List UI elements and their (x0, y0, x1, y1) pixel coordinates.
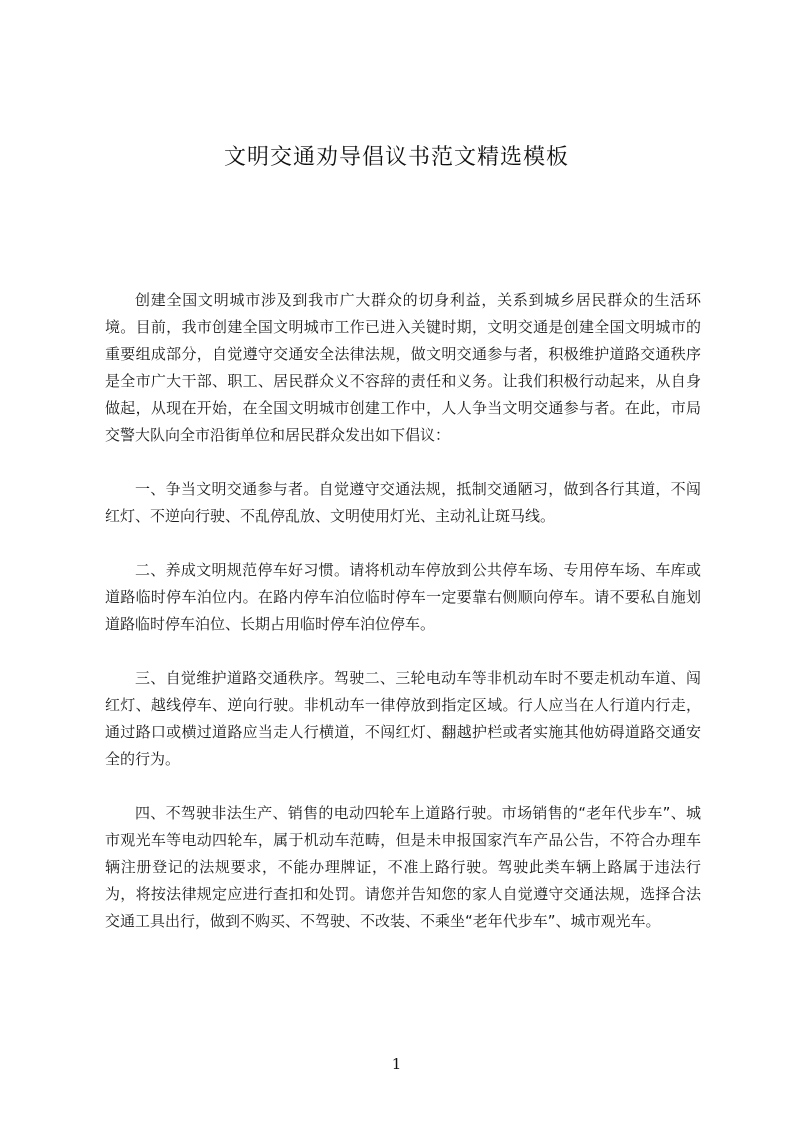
paragraph-spacer (105, 449, 701, 476)
paragraph-item-4: 四、不驾驶非法生产、销售的电动四轮车上道路行驶。市场销售的“老年代步车”、城市观光车等电动四轮车，属于机动车范畴，但是未申报国家汽车产品公告，不符合办理车辆注册登记的法规要求，不能办理牌证，不准上路行驶。驾驶此类车辆上路属于违法行为，将按法律规定应进行查扣和处罚。请您并告知您的家人自觉遵守交通法规，选择合法交通工具出行，做到不购买、不驾驶、不改装、不乘坐“老年代步车”、城市观光车。 (105, 804, 701, 930)
paragraph-item-1: 一、争当文明交通参与者。自觉遵守交通法规，抵制交通陋习，做到各行其道，不闯红灯、不逆向行驶、不乱停乱放、文明使用灯光、主动礼让斑马线。 (105, 480, 701, 525)
document-title: 文明交通劝导倡议书范文精选模板 (223, 145, 569, 170)
paragraph-item-3: 三、自觉维护道路交通秩序。驾驶二、三轮电动车等非机动车时不要走机动车道、闯红灯、越线停车、逆向行驶。非机动车一律停放到指定区域。行人应当在人行道内行走，通过路口或横过道路应当走人行横道，不闯红灯、翻越护栏或者实施其他妨碍道路交通安全的行为。 (105, 669, 701, 768)
paragraph-spacer (105, 530, 701, 557)
document-body (105, 287, 701, 935)
page-number: 1 (391, 1055, 402, 1073)
paragraph-item-2: 二、养成文明规范停车好习惯。请将机动车停放到公共停车场、专用停车场、车库或道路临时停车泊位内。在路内停车泊位临时停车一定要靠右侧顺向停车。请不要私自施划道路临时停车泊位、长期占用临时停车泊位停车。 (105, 561, 701, 633)
paragraph-spacer (105, 773, 701, 800)
paragraph-intro: 创建全国文明城市涉及到我市广大群众的切身利益，关系到城乡居民群众的生活环境。目前，我市创建全国文明城市工作已进入关键时期，文明交通是创建全国文明城市的重要组成部分，自觉遵守交通安全法律法规，做文明交通参与者，积极维护道路交通秩序是全市广大干部、职工、居民群众义不容辞的责任和义务。让我们积极行动起来，从自身做起，从现在开始，在全国文明城市创建工作中，人人争当文明交通参与者。在此，市局交警大队向全市沿街单位和居民群众发出如下倡议： (105, 291, 701, 444)
paragraph-spacer (105, 638, 701, 665)
